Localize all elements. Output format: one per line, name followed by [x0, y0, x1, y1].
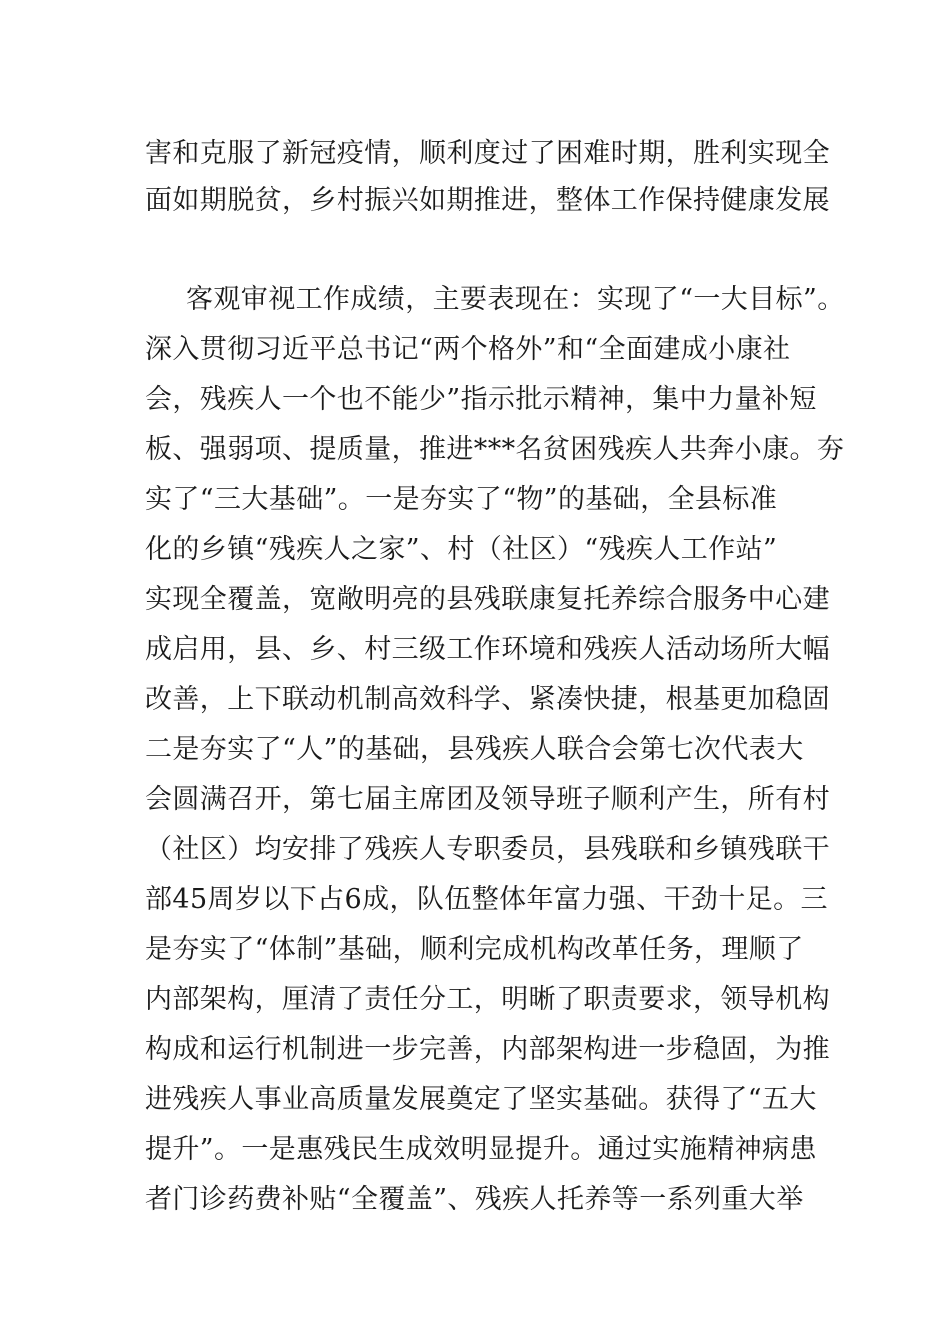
text-line: 内部架构，厘清了责任分工，明晰了职责要求，领导机构 — [145, 984, 830, 1015]
text-line: 进残疾人事业高质量发展奠定了坚实基础。获得了“五大 — [145, 1084, 817, 1115]
text-line: 实现全覆盖，宽敞明亮的县残联康复托养综合服务中心建 — [145, 584, 830, 615]
text-line: 害和克服了新冠疫情，顺利度过了困难时期，胜利实现全 — [145, 138, 830, 169]
paragraph-first-line: 客观审视工作成绩，主要表现在：实现了“一大目标”。 — [186, 284, 845, 315]
text-line: 是夯实了“体制”基础，顺利完成机构改革任务，理顺了 — [145, 934, 804, 965]
text-line: 成启用，县、乡、村三级工作环境和残疾人活动场所大幅 — [145, 634, 830, 665]
text-line: 化的乡镇“残疾人之家”、村（社区）“残疾人工作站” — [145, 534, 778, 565]
text-line: 二是夯实了“人”的基础，县残疾人联合会第七次代表大 — [145, 734, 804, 765]
text-line: 面如期脱贫，乡村振兴如期推进，整体工作保持健康发展 — [145, 185, 830, 216]
text-line: 构成和运行机制进一步完善，内部架构进一步稳固，为推 — [145, 1034, 830, 1065]
text-line: 深入贯彻习近平总书记“两个格外”和“全面建成小康社 — [145, 334, 791, 365]
text-line: 板、强弱项、提质量，推进***名贫困残疾人共奔小康。夯 — [145, 434, 845, 465]
text-line: 提升”。一是惠残民生成效明显提升。通过实施精神病患 — [145, 1134, 817, 1165]
text-line: 者门诊药费补贴“全覆盖”、残疾人托养等一系列重大举 — [145, 1184, 804, 1215]
text-line: 会，残疾人一个也不能少”指示批示精神，集中力量补短 — [145, 384, 817, 415]
text-line: 实了“三大基础”。一是夯实了“物”的基础，全县标准 — [145, 484, 778, 515]
text-line: 改善，上下联动机制高效科学、紧凑快捷，根基更加稳固 — [145, 684, 830, 715]
text-line: 会圆满召开，第七届主席团及领导班子顺利产生，所有村 — [145, 784, 830, 815]
text-line: 部45周岁以下占6成，队伍整体年富力强、干劲十足。三 — [145, 884, 828, 915]
text-line: （社区）均安排了残疾人专职委员，县残联和乡镇残联干 — [145, 834, 830, 865]
